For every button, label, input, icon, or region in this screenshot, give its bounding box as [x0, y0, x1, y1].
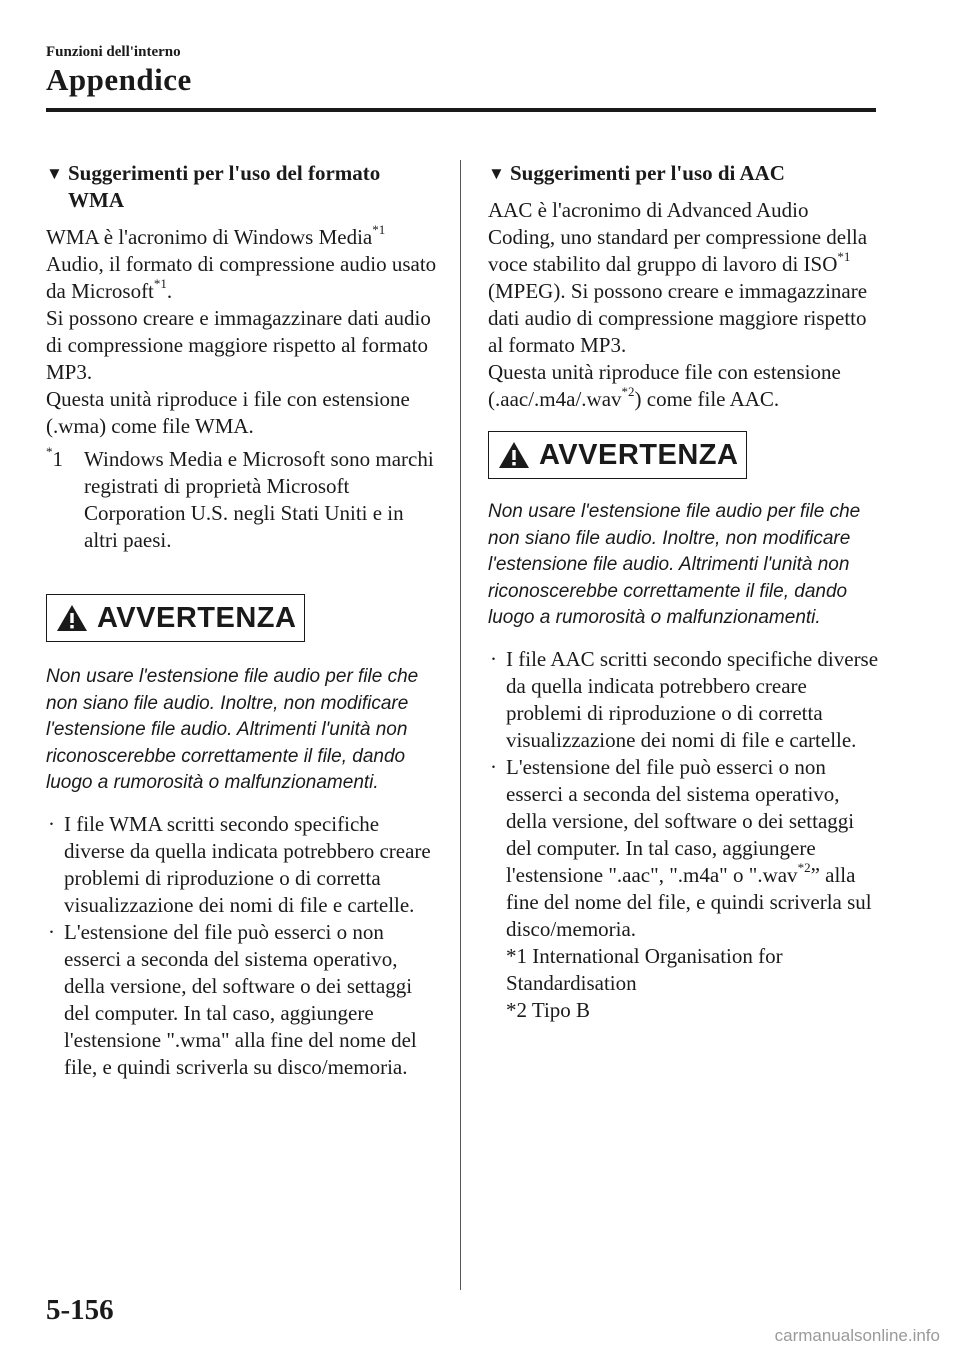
wma-paragraph-3: Questa unità riproduce i file con estensione (.wma) come file WMA.: [46, 387, 410, 438]
wma-paragraph-2: Si possono creare e immagazzinare dati audio di compressione maggiore rispetto al formato MP3.: [46, 306, 431, 384]
aac-p1-text-a: AAC è l'acronimo di Advanced Audio Coding, uno standard per compressione della voce stabilito dal gruppo di lavoro di ISO: [488, 198, 868, 276]
bullet-dot-icon: ·: [48, 919, 55, 944]
wma-p1-text-c: .: [166, 279, 173, 303]
aac-warning-box: [488, 431, 747, 479]
header-rule: [46, 108, 876, 112]
wma-paragraph-1: [46, 224, 438, 305]
bullet-text: I file AAC scritti secondo specifiche diverse da quella indicata potrebbero creare problemi di riproduzione o di corretta visualizzazione dei nomi di file e cartelle.: [506, 646, 879, 752]
aac-p2-text-a: Questa unità riproduce file con estensione (.aac/.m4a/.wav: [488, 360, 841, 411]
watermark-text: carmanualsonline.info: [774, 1326, 940, 1345]
aac-p2-footnote-ref: *2: [621, 384, 635, 399]
aac-bullet-list: [488, 646, 880, 943]
aac-warning-text: Non usare l'estensione file audio per file che non siano file audio. Inoltre, non modificare l'estensione file audio. Altrimenti l'unità non riconoscerebbe correttamente il file, dando luogo a rumorosità o malfunzionamenti.: [488, 501, 861, 628]
list-item: [46, 811, 438, 919]
wma-section-title: [46, 160, 438, 214]
wma-bullet-list: [46, 811, 438, 1081]
aac-paragraph-1: [488, 197, 880, 359]
page-title: Appendice: [46, 62, 192, 97]
bullet2-text-b: ” alla fine del nome del file, e quindi scriverla sul disco/memoria.: [506, 862, 872, 941]
right-column: [488, 160, 880, 1024]
aac-note-2: *2 Tipo B: [506, 997, 591, 1022]
bullet-text: [506, 754, 880, 943]
page-number: 5-156: [46, 1294, 114, 1326]
wma-footnote: [46, 446, 438, 554]
aac-warning-label: AVVERTENZA: [539, 438, 739, 471]
list-item: [488, 754, 880, 943]
wma-footnote-text: Windows Media e Microsoft sono marchi registrati di proprietà Microsoft Corporation U.S. negli Stati Uniti e in altri paesi.: [84, 447, 434, 552]
aac-p2-text-b: ) come file AAC.: [634, 387, 780, 411]
list-item: [46, 919, 438, 1081]
warning-triangle-icon: [497, 440, 531, 470]
aac-note-1: *1 International Organisation for Standardisation: [506, 943, 783, 995]
warning-triangle-icon: [55, 603, 89, 633]
bullet-dot-icon: ·: [48, 811, 55, 836]
bullet-dot-icon: ·: [490, 646, 497, 671]
wma-p1-footnote-ref-2: *1: [153, 276, 167, 291]
triangle-down-icon: ▼: [46, 164, 63, 183]
wma-warning-text: Non usare l'estensione file audio per file che non siano file audio. Inoltre, non modificare l'estensione file audio. Altrimenti l'unità non riconoscerebbe correttamente il file, dando luogo a rumorosità o malfunzionamenti.: [46, 666, 419, 793]
aac-p1-text-b: (MPEG). Si possono creare e immagazzinare dati audio di compressione maggiore rispetto al formato MP3.: [488, 279, 868, 357]
wma-p1-text-b: Audio, il formato di compressione audio usato da Microsoft: [46, 252, 437, 303]
column-divider: [460, 160, 461, 1290]
wma-p1-footnote-ref-1: *1: [372, 222, 386, 237]
aac-p1-footnote-ref: *1: [837, 249, 851, 264]
wma-warning-label: AVVERTENZA: [97, 601, 297, 634]
wma-warning-box: [46, 594, 305, 642]
aac-footnotes: [488, 943, 880, 1024]
bullet2-footnote-ref: *2: [797, 859, 811, 875]
bullet-dot-icon: ·: [490, 754, 497, 779]
aac-section-title: [488, 160, 880, 187]
wma-p1-text-a: WMA è l'acronimo di Windows Media: [46, 225, 373, 249]
bullet-text: L'estensione del file può esserci o non esserci a seconda del sistema operativo, della versione, del software o dei settaggi del computer. In tal caso, aggiungere l'estensione ".wma" alla fine del nome del file, e quindi scriverla su disco/memoria.: [64, 919, 417, 1079]
bullet-text: I file WMA scritti secondo specifiche diverse da quella indicata potrebbero creare problemi di riproduzione o di corretta visualizzazione dei nomi di file e cartelle.: [64, 811, 431, 917]
triangle-down-icon: ▼: [488, 164, 505, 183]
list-item: [488, 646, 880, 754]
left-column: [46, 160, 438, 1081]
section-label: Funzioni dell'interno: [46, 44, 181, 60]
aac-paragraph-2: [488, 359, 880, 413]
bullet2-text-a: L'estensione del file può esserci o non esserci a seconda del sistema operativo, della versione, del software o dei settaggi del computer. In tal caso, aggiungere l'estensione ".aac", ".m4a" o ".wav: [506, 754, 855, 887]
wma-title-text: Suggerimenti per l'uso del formato WMA: [68, 161, 381, 212]
footnote-asterisk: *: [46, 444, 53, 459]
footnote-number: 1: [52, 447, 63, 471]
wma-footnote-mark: [46, 446, 84, 554]
aac-title-text: Suggerimenti per l'uso di AAC: [510, 161, 785, 185]
